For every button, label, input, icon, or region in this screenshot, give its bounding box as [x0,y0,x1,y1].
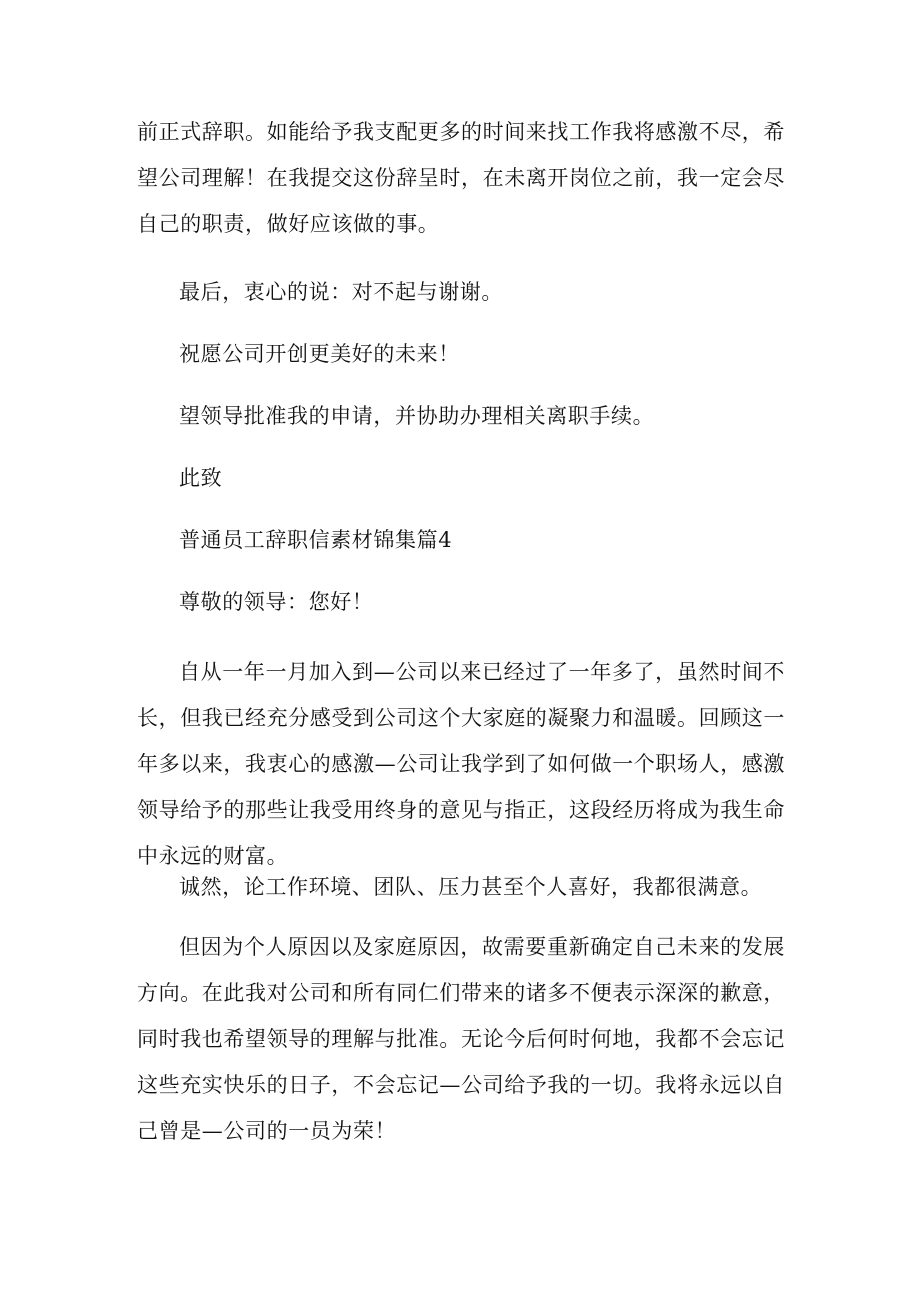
salutation-close: 此致 [179,466,223,490]
paragraph-body-1: 自从一年一月加入到—公司以来已经过了一年多了，虽然时间不长，但我已经充分感受到公司这个大家庭的凝聚力和温暖。回顾这一年多以来，我衷心的感激—公司让我学到了如何做一个职场人，感激领导给予的那些让我受用终身的意见与指正，这段经历将成为我生命中永远的财富。 [137,660,785,868]
paragraph-request: 望领导批准我的申请，并协助办理相关离职手续。 [179,404,655,428]
paragraph-closing-thanks: 最后，衷心的说：对不起与谢谢。 [179,280,503,304]
section-title: 普通员工辞职信素材锦集篇4 [179,528,453,552]
paragraph-body-3: 但因为个人原因以及家庭原因，故需要重新确定自己未来的发展方向。在此我对公司和所有同仁们带来的诸多不便表示深深的歉意，同时我也希望领导的理解与批准。无论今后何时何地，我都不会忘记这些充实快乐的日子，不会忘记—公司给予我的一切。我将永远以自己曾是—公司的一员为荣！ [137,935,785,1143]
paragraph-continuation: 前正式辞职。如能给予我支配更多的时间来找工作我将感激不尽，希望公司理解！在我提交这份辞呈时，在未离开岗位之前，我一定会尽自己的职责，做好应该做的事。 [137,120,785,236]
paragraph-wish: 祝愿公司开创更美好的未来！ [179,342,460,366]
greeting: 尊敬的领导：您好！ [179,590,374,614]
paragraph-body-2: 诚然，论工作环境、团队、压力甚至个人喜好，我都很满意。 [179,875,763,899]
